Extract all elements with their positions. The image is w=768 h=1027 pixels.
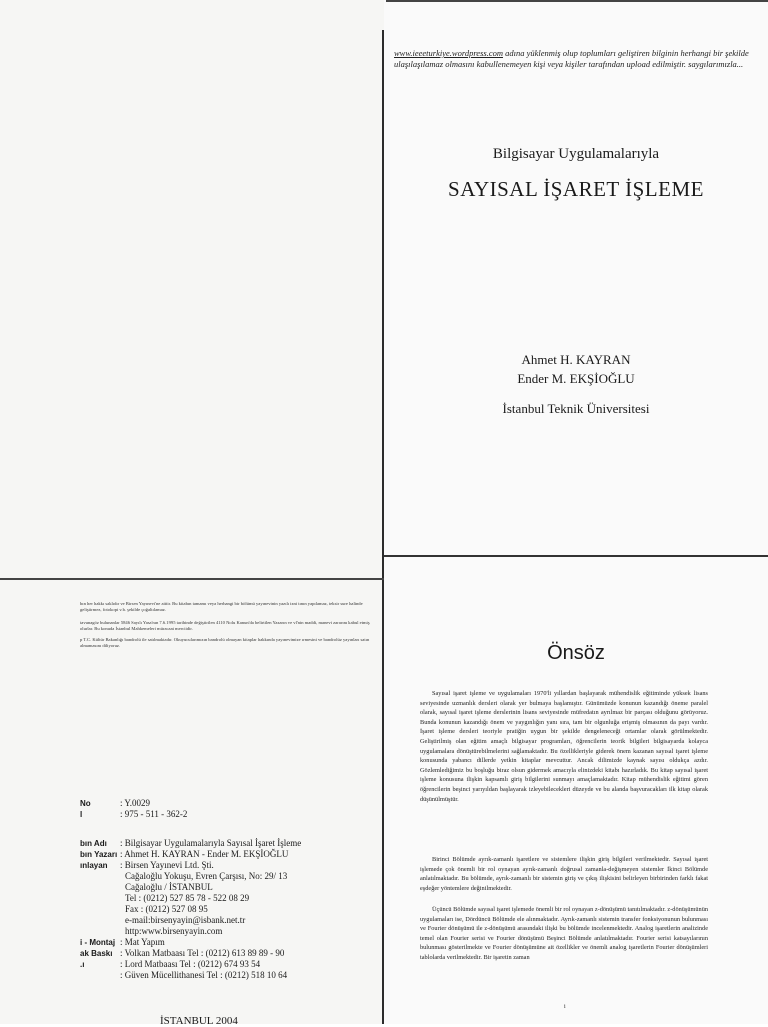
info-value: : 975 - 511 - 362-2: [120, 809, 188, 819]
info-label: l: [80, 810, 83, 819]
phone: Tel : (0212) 527 85 78 - 522 08 29: [125, 893, 250, 903]
info-row-montaj: [80, 937, 380, 948]
info-label: i - Montaj: [80, 938, 116, 947]
address-line-2: Cağaloğlu / İSTANBUL: [125, 882, 213, 892]
notice-text: adına yüklenmiş olup toplumları geliştiren bilginin herhangi bir şekilde ulaşılaşılamaz olmasını kabullenemeyen kişi veya kişiler tarafından upload edilmiştir. saygılarımızla...: [394, 48, 749, 69]
info-label: .ı: [80, 960, 85, 969]
info-row-isbn: [80, 809, 380, 820]
info-row-publisher: [80, 860, 380, 871]
fax: Fax : (0212) 527 08 95: [125, 904, 208, 914]
info-label: No: [80, 799, 91, 808]
preface-paragraph-1: Sayısal işaret işleme ve uygulamaları 1970'li yıllardan başlayarak mühendislik eğitiminde yüksek lisans seviyesinde uzmanlık dersleri olarak yer bulmaya başlamıştır. Günümüzde konunun kazandığı öneme paralel olarak, sayısal işaret işleme derslerinin lisans seviyesinde müfredatın ayrılmaz bir parçası olduğunu görüyoruz. Bunda konunun kazandığı önem ve yaygınlığın yanı sıra, tam bir olgunluğa erişmiş olmasının da payı vardır. İşaret işleme dersleri teoriyle pratiğin uygun bir şekilde dengeleneceği ortamlar olarak görülmektedir. Geliştirilmiş olan eğitim amaçlı bilgisayar programları, öğrencilerin teorik bilgileri bilgisayarda kolayca uygulamalara dönüştürebilmelerini sağlamaktadır. Bu özellikleriyle giderek önem kazanan sayısal işaret işleme konusunda yabancı dillerde yetkin kitaplar mevcuttur. Ancak dilimizde kaynak sayısı oldukça azdır. Gözlemlediğimiz bu boşluğu biraz olsun gidermek amacıyla elinizdeki kitabı hazırladık. Bu kitap sayısal işaret işleme konusuna ilişkin kapsamlı giriş bilgilerini sunmayı amaçlamaktadır. Kitap mühendislik eğitimi gören öğrencilerin beşinci yarıyıldan başlayarak izleyebilecekleri düzeyde ve bu alanda başvuracakları ilk kitap olarak düşünülmüştür.: [420, 690, 708, 803]
info-label: ınlayan: [80, 861, 108, 870]
university: İstanbul Teknik Üniversitesi: [502, 401, 650, 416]
info-value: : Lord Matbaası Tel : (0212) 674 93 54: [120, 959, 261, 969]
author-1: Ahmet H. KAYRAN: [521, 352, 631, 367]
copyright-text-2: tavunagöz bulunanlar 5846 Sayılı Yasa'nın 7.6.1995 tarihinde değiştirilen 4110 Nolu Kanun'da belirtilen Yazarın ve vl'nin maddi, manevi zararını kabul etmiş olurlar. Bu konuda İstanbul Mahkemeleri müracaat merciidir.: [80, 620, 370, 631]
info-row-other: [80, 959, 380, 970]
page-number: i: [564, 1004, 566, 1010]
info-row-name: [80, 838, 380, 849]
info-row-authors: [80, 849, 380, 860]
info-row-no: [80, 798, 380, 809]
notice-link[interactable]: www.ieeeturkiye.wordpress.com: [394, 48, 503, 58]
preface-title: Önsöz: [547, 642, 605, 664]
info-value: : Birsen Yayınevi Ltd. Şti.: [120, 860, 214, 870]
email[interactable]: e-mail:birsenyayin@isbank.net.tr: [125, 915, 246, 925]
copyright-text-3: p T.C. Kültür Bakanlığı bandrolü ile satılmaktadır. Okuyucularımızın bandrolü olmayan kitaplar hakkında yayınevimize ırmesini ve bandrolüz yayınları satın almamasını diliyoruz.: [80, 637, 370, 648]
info-label: ak Baskı: [80, 949, 113, 958]
publication-info: [80, 798, 380, 981]
preface-paragraph-3: Üçüncü Bölümde sayısal işaret işlemede önemli bir rol oynayan z-dönüşümü tanıtılmaktadır. z-dönüşümünün uygulamaları ise, Dördüncü Bölümde ele alınmaktadır. Ayrık-zamanlı sistemin transfer fonksiyonunun bulunması ve Fourier dönüşümü ile z-dönüşümü arasındaki ilişki bu bölümde incelenmektedir. Analog işaretlerin analizinde temel olan Fourier serisi ve Fourier dönüşümü Beşinci Bölümde anlatılmaktadır. Fourier serisi katsayılarının bulunması gösterilmekte ve Fourier dönüşümüne ait özellikler ve önemli analog işaretlerin Fourier dönüşümleri tablolarda verilmektedir. Bir işaretin zaman: [420, 906, 708, 961]
upload-notice: [394, 48, 754, 70]
book-subtitle: Bilgisayar Uygulamalarıyla: [492, 146, 660, 162]
info-value: : Bilgisayar Uygulamalarıyla Sayısal İşaret İşleme: [120, 838, 302, 848]
address-line-1: Cağaloğlu Yokuşu, Evren Çarşısı, No: 29/ 13: [125, 871, 288, 881]
author-2: Ender M. EKŞİOĞLU: [517, 371, 635, 386]
info-row-cilt: [80, 970, 380, 981]
city-year: İSTANBUL 2004: [160, 1015, 238, 1027]
book-title: SAYISAL İŞARET İŞLEME: [448, 177, 704, 201]
info-value: : Mat Yapım: [120, 937, 165, 947]
left-page-divider: [0, 578, 384, 580]
copyright-text-1: bın her hakkı saklıdır ve Birsen Yayınevi'ne aittir. Bu kitabın tamamı veya herhangi bir bölümü yayınevinin yazılı izni tının yapılamaz, teksir sure halinde geliştirmez, fotokopi v.b. şekilde çoğaltılamaz.: [80, 601, 363, 612]
info-value: : Ahmet H. KAYRAN - Ender M. EKŞİOĞLU: [120, 849, 289, 859]
preface-paragraph-2: Birinci Bölümde ayrık-zamanlı işaretlere ve sistemlere ilişkin giriş bilgileri verilmektedir. Sayısal işaret işlemede çok önemli bir rol oynayan ayrık-zamanlı doğrusal zamanla-değişmeyen sistemler İkinci Bölümde anlatılmaktadır. Bu bölümde, ayrık-zamanlı bir sistemin giriş ve çıkış ilişkisini belirleyen birbirinden farklı fakat eşdeğer yöntemlere değinilmektedir.: [420, 856, 708, 892]
page-divider: [384, 555, 768, 557]
website[interactable]: http:www.birsenyayin.com: [125, 926, 223, 936]
info-value: : Volkan Matbaası Tel : (0212) 613 89 89 - 90: [120, 948, 285, 958]
info-label: bın Yazarı: [80, 850, 118, 859]
info-value: : Y.0029: [120, 798, 151, 808]
info-label: bın Adı: [80, 839, 107, 848]
top-edge: [386, 0, 768, 2]
info-row-baski: [80, 948, 380, 959]
info-value: : Güven Mücellithanesi Tel : (0212) 518 10 64: [120, 970, 288, 980]
